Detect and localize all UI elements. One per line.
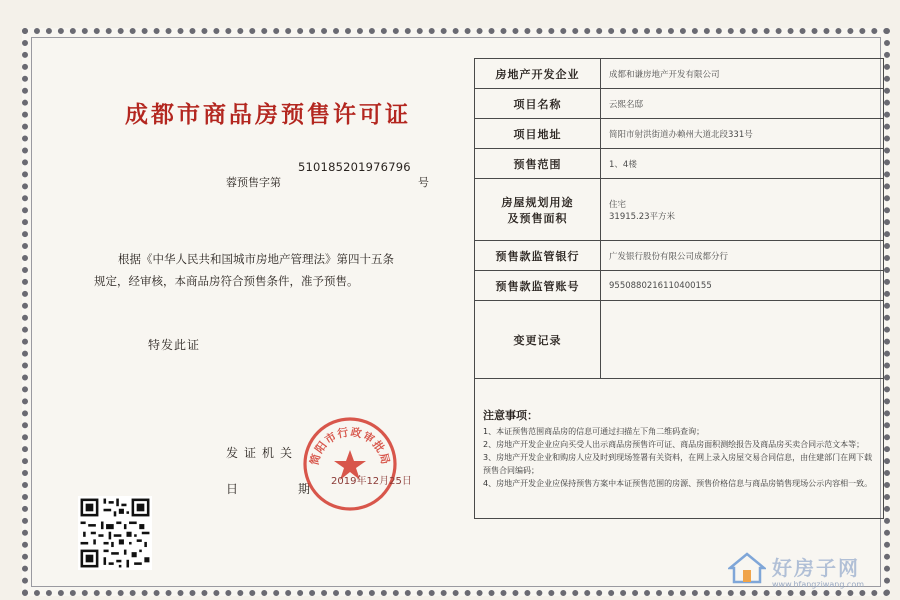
certificate	[22, 28, 890, 596]
seal-text: 简阳市行政审批局	[307, 425, 393, 467]
permit-suffix: 号	[418, 176, 429, 189]
table-row-notes	[475, 379, 884, 519]
project-info-table	[474, 58, 884, 519]
certificate-left-panel	[28, 34, 460, 590]
row-value-project-name: 云熙名邸	[601, 89, 884, 119]
row-value-escrow-bank: 广发银行股份有限公司成都分行	[601, 241, 884, 271]
row-label-escrow-bank: 预售款监管银行	[475, 241, 601, 271]
table-row	[475, 301, 884, 379]
qr-code-icon	[78, 496, 152, 570]
body-line-1: 根据《中华人民共和国城市房地产管理法》第四十五条	[118, 252, 394, 266]
row-label-developer: 房地产开发企业	[475, 59, 601, 89]
notes-item: 3、房地产开发企业和购房人应及时到现场签署有关资料，在网上录入房屋交易合同信息，由住建部门在网下载预售合同编码；	[483, 453, 873, 475]
row-value-usage-area	[601, 179, 884, 241]
row-value-usage: 住宅	[609, 199, 627, 210]
table-row	[475, 119, 884, 149]
certificate-body-text	[94, 248, 414, 292]
row-label-usage-line1: 房屋规划用途	[501, 195, 574, 209]
official-seal	[300, 414, 400, 514]
notes-cell	[475, 379, 884, 519]
issuer-label: 发证机关	[226, 446, 299, 460]
row-value-project-address: 简阳市射洪街道办赖州大道北段331号	[601, 119, 884, 149]
watermark-url: www.hfangziwang.com	[772, 580, 865, 589]
row-label-project-address: 项目地址	[475, 119, 601, 149]
table-row	[475, 179, 884, 241]
permit-number: 510185201976796	[298, 160, 411, 174]
notes-list	[483, 425, 875, 490]
notes-item: 4、房地产开发企业应保持预售方案中本证预售范围的房源、预售价格信息与商品房销售现场公示内容相一致。	[483, 479, 873, 488]
row-label-usage-area	[475, 179, 601, 241]
site-watermark	[728, 548, 898, 596]
date-label	[226, 480, 310, 497]
notes-item: 1、本证预售范围商品房的信息可通过扫描左下角二维码查询；	[483, 427, 705, 436]
table-row	[475, 241, 884, 271]
row-label-project-name: 项目名称	[475, 89, 601, 119]
notes-title: 注意事项：	[483, 409, 538, 422]
row-value-escrow-account: 9550880216110400155	[601, 271, 884, 301]
house-logo-icon	[728, 552, 766, 584]
row-label-presale-scope: 预售范围	[475, 149, 601, 179]
issue-date: 2019年12月25日	[331, 476, 412, 487]
row-value-developer: 成都和谦房地产开发有限公司	[601, 59, 884, 89]
row-value-change-record	[601, 301, 884, 379]
date-label-left: 日	[226, 482, 239, 496]
date-label-right: 期	[298, 482, 311, 496]
table-row	[475, 271, 884, 301]
row-value-presale-scope: 1、4楼	[601, 149, 884, 179]
notes-item: 2、房地产开发企业应向买受人出示商品房预售许可证、商品房面积测绘报告及商品房买卖合同示范文本等；	[483, 440, 865, 449]
body-line-2: 规定，经审核，本商品房符合预售条件，准予预售。	[94, 274, 359, 288]
table-row	[475, 89, 884, 119]
row-label-change-record: 变更记录	[475, 301, 601, 379]
certificate-right-panel	[474, 58, 884, 588]
special-note: 特发此证	[148, 338, 201, 352]
permit-number-line	[196, 160, 456, 198]
watermark-text: 好房子网	[772, 556, 860, 580]
permit-prefix: 蓉预售字第	[226, 176, 281, 189]
row-value-area: 31915.23平方米	[609, 211, 676, 222]
certificate-title: 成都市商品房预售许可证	[125, 102, 411, 128]
table-row	[475, 59, 884, 89]
row-label-usage-line2: 及预售面积	[507, 211, 568, 225]
row-label-escrow-account: 预售款监管账号	[475, 271, 601, 301]
table-row	[475, 149, 884, 179]
